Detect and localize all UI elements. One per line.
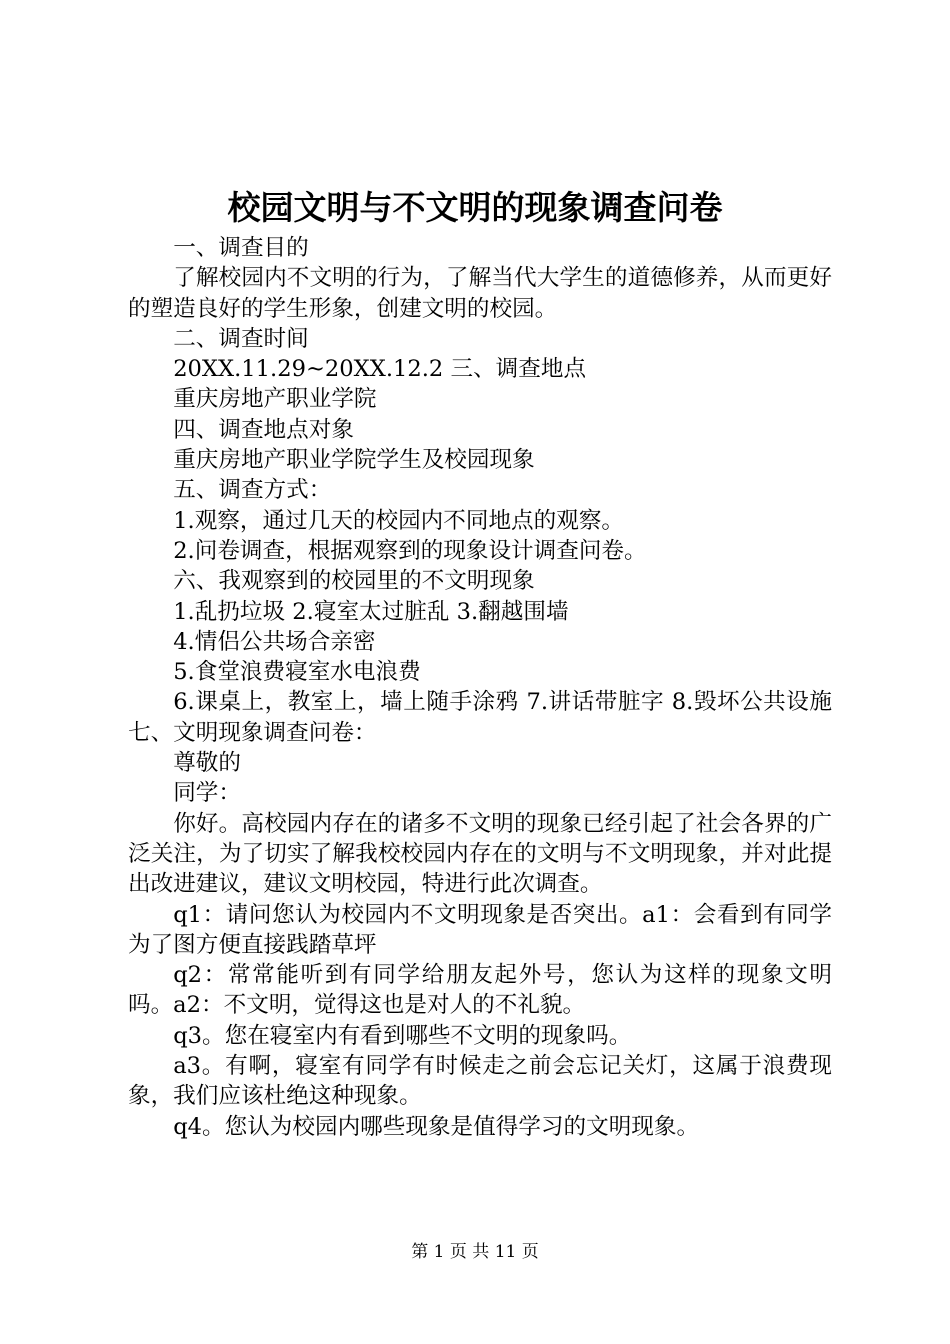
paragraph: 1.乱扔垃圾 2.寝室太过脏乱 3.翻越围墙 <box>173 598 569 625</box>
paragraph: 尊敬的 <box>173 750 241 777</box>
document-title: 校园文明与不文明的现象调查问卷 <box>227 188 723 227</box>
paragraph: q1：请问您认为校园内不文明现象是否突出。a1：会看到有同学为了图方便直接践踏草坪 <box>128 901 832 958</box>
paragraph: 4.情侣公共场合亲密 <box>173 628 376 655</box>
paragraph: q2：常常能听到有同学给朋友起外号，您认为这样的现象文明吗。a2：不文明，觉得这也是对人的不礼貌。 <box>128 962 832 1019</box>
paragraph: 六、我观察到的校园里的不文明现象 <box>173 568 535 595</box>
paragraph: 2.问卷调查，根据观察到的现象设计调查问卷。 <box>173 537 647 564</box>
page-footer: 第 1 页 共 11 页 <box>411 1242 539 1262</box>
paragraph: 二、调查时间 <box>173 325 309 352</box>
paragraph: 五、调查方式： <box>173 477 332 504</box>
paragraph: 20XX.11.29~20XX.12.2 三、调查地点 <box>173 356 587 383</box>
paragraph: 你好。高校园内存在的诸多不文明的现象已经引起了社会各界的广泛关注，为了切实了解我校校园内存在的文明与不文明现象，并对此提出改进建议，建议文明校园，特进行此次调查。 <box>128 810 832 898</box>
paragraph: q4。您认为校园内哪些现象是值得学习的文明现象。 <box>173 1113 700 1140</box>
paragraph: q3。您在寝室内有看到哪些不文明的现象吗。 <box>173 1022 632 1049</box>
paragraph: 一、调查目的 <box>173 235 309 261</box>
paragraph: 重庆房地产职业学院学生及校园现象 <box>173 447 535 474</box>
paragraph: 重庆房地产职业学院 <box>173 386 377 413</box>
paragraph: 了解校园内不文明的行为，了解当代大学生的道德修养，从而更好的塑造良好的学生形象，创建文明的校园。 <box>128 265 832 322</box>
paragraph: 同学： <box>173 780 241 807</box>
paragraph: 四、调查地点对象 <box>173 416 354 443</box>
paragraph: 6.课桌上，教室上，墙上随手涂鸦 7.讲话带脏字 8.毁坏公共设施七、文明现象调查问卷： <box>128 689 832 746</box>
paragraph: 1.观察，通过几天的校园内不同地点的观察。 <box>173 507 625 534</box>
paragraph: a3。有啊，寝室有同学有时候走之前会忘记关灯，这属于浪费现象，我们应该杜绝这种现象。 <box>128 1053 832 1110</box>
document-body <box>128 233 832 1142</box>
paragraph: 5.食堂浪费寝室水电浪费 <box>173 659 421 686</box>
